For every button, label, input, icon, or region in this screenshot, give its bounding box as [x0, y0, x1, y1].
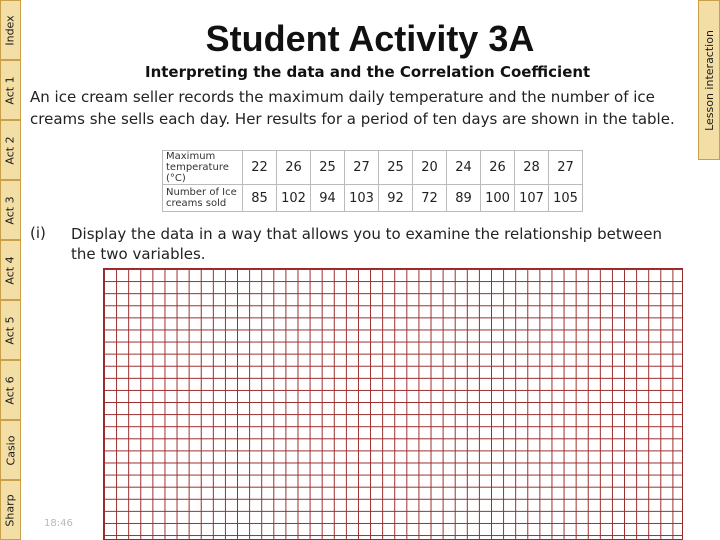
intro-text: An ice cream seller records the maximum daily temperature and the number of ice creams she sells each day. Her results for a period of ten days are shown in the table. — [30, 88, 675, 128]
tab-act-2-label: Act 2 — [4, 135, 17, 165]
footer-time: 18:46 — [44, 518, 73, 529]
table-cell: 20 — [413, 151, 447, 185]
table-cell: 22 — [243, 151, 277, 185]
tab-index-label: Index — [4, 14, 18, 46]
table-cell: 25 — [379, 151, 413, 185]
table-cell: 105 — [549, 185, 583, 212]
tab-act-1-label: Act 1 — [4, 75, 17, 105]
page-subtitle: Interpreting the data and the Correlation Coefficient — [145, 63, 591, 81]
table-cell: 25 — [311, 151, 345, 185]
tab-act-6-label: Act 6 — [4, 375, 17, 405]
tab-casio[interactable] — [0, 420, 21, 480]
table-cell: 89 — [447, 185, 481, 212]
table-cell: 72 — [413, 185, 447, 212]
table-cell: 26 — [277, 151, 311, 185]
row-label-temperature: Maximum temperature (°C) — [163, 151, 243, 185]
table-cell: 85 — [243, 185, 277, 212]
tab-lesson-interaction[interactable] — [698, 0, 720, 160]
tab-sharp-label: Sharp — [4, 493, 18, 527]
tab-act-4-label: Act 4 — [4, 255, 17, 285]
table-cell: 92 — [379, 185, 413, 212]
tab-act-6[interactable] — [0, 360, 21, 420]
tab-act-2[interactable] — [0, 120, 21, 180]
tab-index[interactable] — [0, 0, 21, 60]
tab-lesson-interaction-label: Lesson interaction — [702, 29, 716, 131]
question-text: Display the data in a way that allows you to examine the relationship between the two variables. — [71, 225, 662, 263]
graph-paper-grid[interactable] — [103, 268, 683, 540]
table-cell: 102 — [277, 185, 311, 212]
table-row-temperature — [163, 151, 583, 185]
table-cell: 107 — [515, 185, 549, 212]
table-cell: 27 — [345, 151, 379, 185]
left-tab-bar — [0, 0, 21, 540]
tab-sharp[interactable] — [0, 480, 21, 540]
table-cell: 24 — [447, 151, 481, 185]
tab-act-4[interactable] — [0, 240, 21, 300]
tab-act-3-label: Act 3 — [4, 195, 17, 225]
table-row-icecreams — [163, 185, 583, 212]
page-title: Student Activity 3A — [205, 18, 535, 59]
tab-act-1[interactable] — [0, 60, 21, 120]
table-cell: 94 — [311, 185, 345, 212]
table-cell: 28 — [515, 151, 549, 185]
table-cell: 100 — [481, 185, 515, 212]
row-label-icecreams: Number of Ice creams sold — [163, 185, 243, 212]
table-cell: 103 — [345, 185, 379, 212]
data-table — [162, 150, 583, 212]
question-number: (i) — [30, 224, 46, 242]
tab-act-3[interactable] — [0, 180, 21, 240]
tab-act-5[interactable] — [0, 300, 21, 360]
tab-act-5-label: Act 5 — [4, 315, 17, 345]
tab-casio-label: Casio — [4, 435, 18, 465]
table-cell: 27 — [549, 151, 583, 185]
table-cell: 26 — [481, 151, 515, 185]
